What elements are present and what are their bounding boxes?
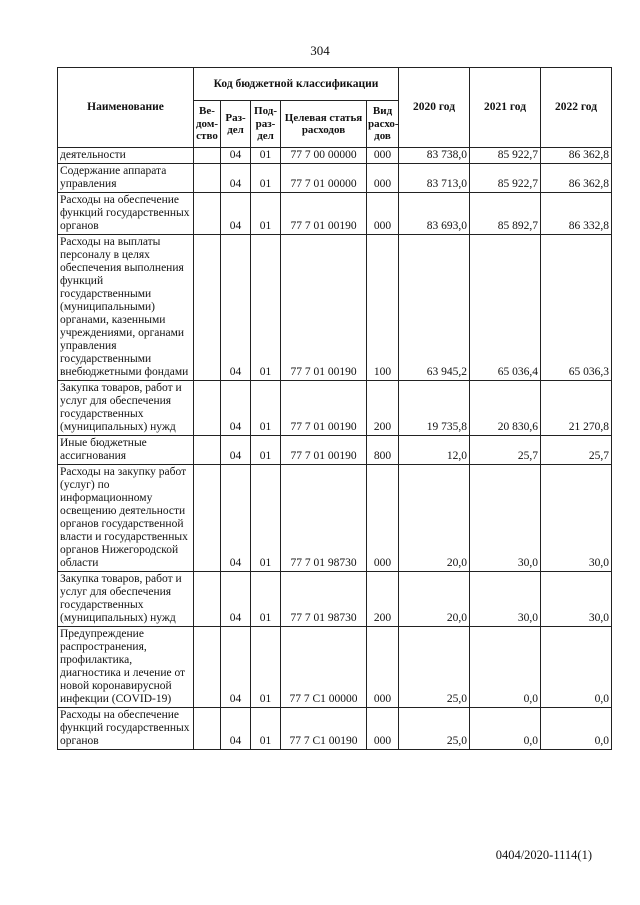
- row-razdel: 04: [221, 235, 251, 381]
- row-name: Содержание аппарата управления: [58, 164, 194, 193]
- row-amount-2022: 30,0: [541, 465, 612, 572]
- row-expense-type: 000: [367, 627, 399, 708]
- row-amount-2020: 83 738,0: [399, 148, 470, 164]
- row-vedomstvo: [194, 381, 221, 436]
- row-podrazdel: 01: [251, 193, 281, 235]
- row-razdel: 04: [221, 148, 251, 164]
- row-vedomstvo: [194, 164, 221, 193]
- header-name: Наименование: [58, 68, 194, 148]
- row-amount-2022: 65 036,3: [541, 235, 612, 381]
- row-podrazdel: 01: [251, 465, 281, 572]
- row-amount-2021: 0,0: [470, 627, 541, 708]
- row-amount-2020: 20,0: [399, 465, 470, 572]
- row-amount-2021: 65 036,4: [470, 235, 541, 381]
- row-expense-type: 000: [367, 148, 399, 164]
- row-amount-2021: 20 830,6: [470, 381, 541, 436]
- row-vedomstvo: [194, 235, 221, 381]
- row-razdel: 04: [221, 193, 251, 235]
- row-podrazdel: 01: [251, 148, 281, 164]
- row-amount-2021: 25,7: [470, 436, 541, 465]
- row-name: деятельности: [58, 148, 194, 164]
- row-amount-2020: 83 713,0: [399, 164, 470, 193]
- row-name: Закупка товаров, работ и услуг для обеспечения государственных (муниципальных) нужд: [58, 381, 194, 436]
- row-expense-type: 000: [367, 164, 399, 193]
- row-target-article: 77 7 01 00190: [281, 436, 367, 465]
- header-podrazdel: Под-раз-дел: [251, 101, 281, 148]
- row-amount-2021: 85 922,7: [470, 148, 541, 164]
- row-razdel: 04: [221, 708, 251, 750]
- row-podrazdel: 01: [251, 708, 281, 750]
- header-2020: 2020 год: [399, 68, 470, 148]
- row-name: Расходы на обеспечение функций государственных органов: [58, 193, 194, 235]
- header-target-article: Целевая статья расходов: [281, 101, 367, 148]
- table-row: [58, 627, 612, 708]
- row-amount-2020: 25,0: [399, 708, 470, 750]
- row-amount-2020: 12,0: [399, 436, 470, 465]
- row-target-article: 77 7 C1 00000: [281, 627, 367, 708]
- row-amount-2021: 30,0: [470, 465, 541, 572]
- row-expense-type: 200: [367, 381, 399, 436]
- row-podrazdel: 01: [251, 164, 281, 193]
- row-amount-2022: 25,7: [541, 436, 612, 465]
- row-razdel: 04: [221, 572, 251, 627]
- row-amount-2020: 20,0: [399, 572, 470, 627]
- row-vedomstvo: [194, 572, 221, 627]
- table-row: [58, 193, 612, 235]
- table-row: [58, 164, 612, 193]
- table-row: [58, 708, 612, 750]
- row-name: Расходы на закупку работ (услуг) по информационному освещению деятельности органов государственной власти и государственных органов Нижегородской области: [58, 465, 194, 572]
- row-amount-2020: 25,0: [399, 627, 470, 708]
- header-vedomstvo: Ве-дом-ство: [194, 101, 221, 148]
- row-expense-type: 100: [367, 235, 399, 381]
- row-vedomstvo: [194, 627, 221, 708]
- header-budget-code: Код бюджетной классификации: [194, 68, 399, 101]
- row-amount-2021: 0,0: [470, 708, 541, 750]
- row-vedomstvo: [194, 465, 221, 572]
- row-name: Предупреждение распространения, профилактика, диагностика и лечение от новой коронавирусной инфекции (COVID-19): [58, 627, 194, 708]
- row-name: Расходы на выплаты персоналу в целях обеспечения выполнения функций государственными (муниципальными) органами, казенными учреждениями, органами управления государственными внебюджетными фондами: [58, 235, 194, 381]
- row-amount-2020: 63 945,2: [399, 235, 470, 381]
- row-target-article: 77 7 01 98730: [281, 572, 367, 627]
- row-name: Иные бюджетные ассигнования: [58, 436, 194, 465]
- row-vedomstvo: [194, 148, 221, 164]
- row-razdel: 04: [221, 627, 251, 708]
- row-podrazdel: 01: [251, 381, 281, 436]
- row-vedomstvo: [194, 708, 221, 750]
- row-expense-type: 800: [367, 436, 399, 465]
- row-amount-2022: 86 362,8: [541, 164, 612, 193]
- row-amount-2021: 85 892,7: [470, 193, 541, 235]
- table-row: [58, 436, 612, 465]
- row-expense-type: 200: [367, 572, 399, 627]
- row-podrazdel: 01: [251, 235, 281, 381]
- row-expense-type: 000: [367, 193, 399, 235]
- row-name: Расходы на обеспечение функций государственных органов: [58, 708, 194, 750]
- table-row: [58, 465, 612, 572]
- row-target-article: 77 7 C1 00190: [281, 708, 367, 750]
- header-2022: 2022 год: [541, 68, 612, 148]
- row-expense-type: 000: [367, 465, 399, 572]
- row-amount-2020: 19 735,8: [399, 381, 470, 436]
- row-razdel: 04: [221, 436, 251, 465]
- row-podrazdel: 01: [251, 572, 281, 627]
- row-amount-2022: 0,0: [541, 627, 612, 708]
- row-target-article: 77 7 01 00190: [281, 193, 367, 235]
- row-amount-2020: 83 693,0: [399, 193, 470, 235]
- row-vedomstvo: [194, 193, 221, 235]
- budget-table: [57, 67, 612, 750]
- row-amount-2022: 86 332,8: [541, 193, 612, 235]
- header-expense-type: Вид расхо-дов: [367, 101, 399, 148]
- row-amount-2022: 30,0: [541, 572, 612, 627]
- row-target-article: 77 7 00 00000: [281, 148, 367, 164]
- table-row: [58, 235, 612, 381]
- table-row: [58, 381, 612, 436]
- row-amount-2021: 85 922,7: [470, 164, 541, 193]
- row-target-article: 77 7 01 00190: [281, 381, 367, 436]
- row-target-article: 77 7 01 98730: [281, 465, 367, 572]
- row-amount-2021: 30,0: [470, 572, 541, 627]
- row-podrazdel: 01: [251, 436, 281, 465]
- header-razdel: Раз-дел: [221, 101, 251, 148]
- row-amount-2022: 86 362,8: [541, 148, 612, 164]
- row-razdel: 04: [221, 465, 251, 572]
- row-vedomstvo: [194, 436, 221, 465]
- row-expense-type: 000: [367, 708, 399, 750]
- row-amount-2022: 0,0: [541, 708, 612, 750]
- row-podrazdel: 01: [251, 627, 281, 708]
- row-razdel: 04: [221, 164, 251, 193]
- table-row: [58, 148, 612, 164]
- document-code: 0404/2020-1114(1): [495, 848, 592, 862]
- page-number: 304: [310, 43, 330, 58]
- header-2021: 2021 год: [470, 68, 541, 148]
- row-name: Закупка товаров, работ и услуг для обеспечения государственных (муниципальных) нужд: [58, 572, 194, 627]
- row-amount-2022: 21 270,8: [541, 381, 612, 436]
- table-row: [58, 572, 612, 627]
- row-target-article: 77 7 01 00190: [281, 235, 367, 381]
- row-target-article: 77 7 01 00000: [281, 164, 367, 193]
- row-razdel: 04: [221, 381, 251, 436]
